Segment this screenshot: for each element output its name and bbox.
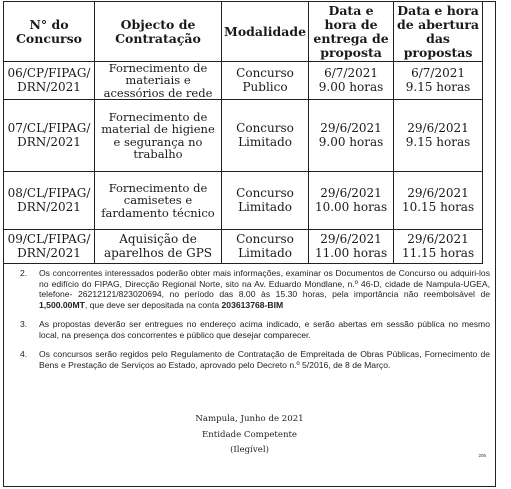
table-row [4, 172, 483, 230]
note-text: As propostas deverão ser entregues no endereço acima indicado, e serão abertas em sessão pública no mesmo local, na presença dos concorrentes e público que desejar comparecer. [39, 319, 490, 340]
note-text [39, 268, 490, 310]
note-text-part: Os concorrentes interessados poderão obter mais informações, examinar os Documentos de Concurso ou adquiri-los no edifício do FIPAG, Direcção Regional Norte, sito na Av. Eduardo Mondlane, n.º 46-D, cidade de Nampula-UGEA, telefone- 26212121/823020694, no período das 8.00 às 15.30 horas, pela importância não reembolsável de [39, 268, 490, 299]
cell-objecto: Aquisição de aparelhos de GPS [95, 230, 222, 264]
cell-modalidade: Concurso Limitado [222, 230, 309, 264]
header-entrega: Data e hora de entrega de proposta [309, 2, 394, 62]
note-item [20, 349, 490, 370]
signature-status: (Ilegível) [230, 445, 269, 455]
note-amount: 1,500.00MT [39, 299, 85, 310]
note-number: 2. [20, 268, 28, 278]
cell-numero: 08/CL/FIPAG/ DRN/2021 [4, 172, 95, 230]
cell-abertura: 29/6/2021 11.15 horas [394, 230, 483, 264]
entity-name: Entidade Competente [201, 429, 298, 440]
tender-table [3, 1, 483, 264]
cell-abertura: 29/6/2021 9.15 horas [394, 100, 483, 172]
header-modalidade: Modalidade [222, 2, 309, 62]
cell-abertura: 29/6/2021 10.15 horas [394, 172, 483, 230]
cell-objecto: Fornecimento de materiais e acessórios de rede [95, 62, 222, 100]
table-row [4, 230, 483, 264]
cell-objecto: Fornecimento de camisetes e fardamento técnico [95, 172, 222, 230]
signature-block [4, 412, 495, 459]
note-item [20, 268, 490, 310]
table-row [4, 100, 483, 172]
cell-numero: 07/CL/FIPAG/ DRN/2021 [4, 100, 95, 172]
cell-entrega: 29/6/2021 9.00 horas [309, 100, 394, 172]
table-header-row [4, 2, 483, 62]
cell-modalidade: Concurso Publico [222, 62, 309, 100]
table-row [4, 62, 483, 100]
note-text-part: , que deve ser depositada na conta [84, 299, 222, 310]
cell-abertura: 6/7/2021 9.15 horas [394, 62, 483, 100]
header-abertura: Data e hora de abertura das propostas [394, 2, 483, 62]
note-item [20, 319, 490, 340]
tender-notice [3, 1, 496, 487]
note-account: 203613768-BIM [221, 299, 284, 310]
note-number: 4. [20, 349, 28, 359]
notes-list [20, 268, 490, 379]
cell-numero: 09/CL/FIPAG/ DRN/2021 [4, 230, 95, 264]
cell-entrega: 6/7/2021 9.00 horas [309, 62, 394, 100]
header-objecto: Objecto de Contratação [95, 2, 222, 62]
note-number: 3. [20, 319, 28, 329]
cell-entrega: 29/6/2021 11.00 horas [309, 230, 394, 264]
note-text: Os concursos serão regidos pelo Regulamento de Contratação de Empreitada de Obras Públicas, Fornecimento de Bens e Prestação de Serviços ao Estado, aprovado pelo Decreto n.º 5/2016, de 8 de Março. [39, 349, 490, 370]
header-numero: N° do Concurso [4, 2, 95, 62]
reference-number: 206 [478, 453, 486, 458]
cell-objecto: Fornecimento de material de higiene e segurança no trabalho [95, 100, 222, 172]
cell-modalidade: Concurso Limitado [222, 100, 309, 172]
cell-modalidade: Concurso Limitado [222, 172, 309, 230]
cell-numero: 06/CP/FIPAG/ DRN/2021 [4, 62, 95, 100]
cell-entrega: 29/6/2021 10.00 horas [309, 172, 394, 230]
place-date: Nampula, Junho de 2021 [195, 414, 304, 424]
